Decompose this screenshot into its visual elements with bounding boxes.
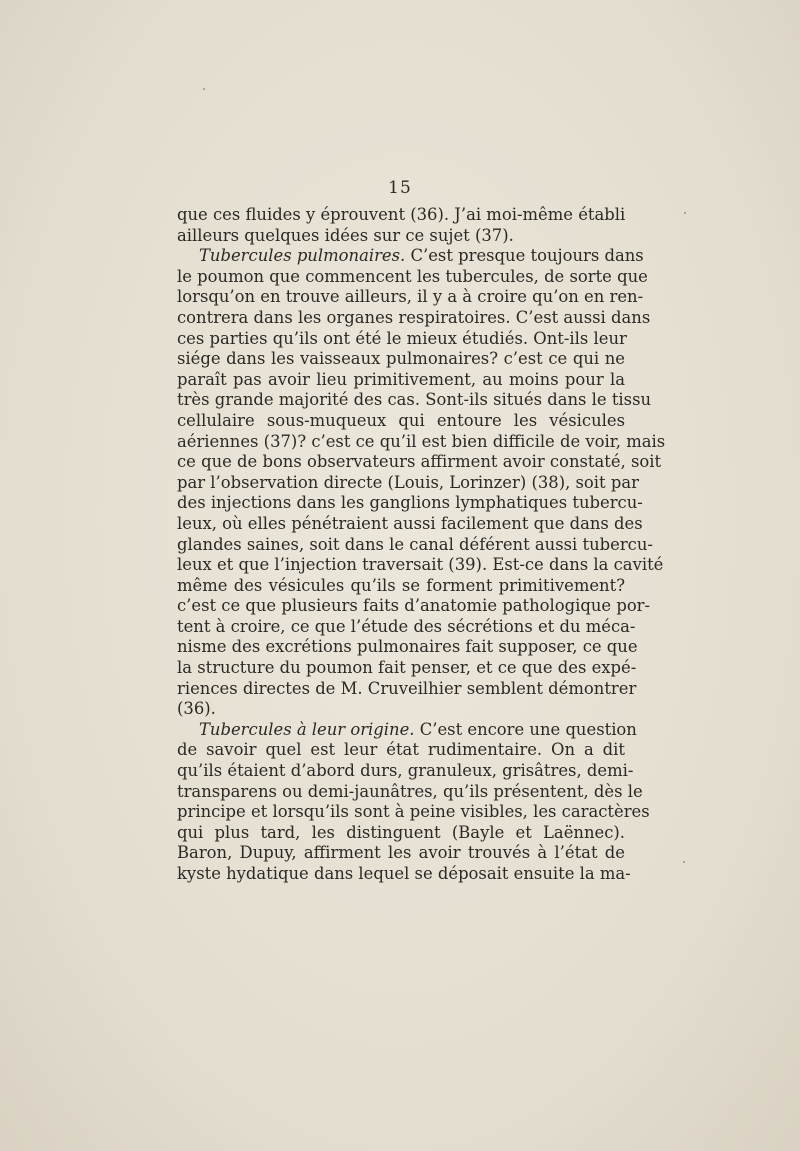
line-text: même des vésicules qu’ils se forment primitivement? (177, 575, 625, 595)
text-line (177, 596, 651, 617)
text-line (177, 246, 644, 267)
text-line (177, 226, 625, 247)
text-line (177, 555, 664, 576)
line-text: kyste hydatique dans lequel se déposait ensuite la ma- (177, 864, 631, 883)
text-line (177, 472, 639, 494)
line-text: C’est presque toujours dans (405, 246, 644, 266)
paper-speck (683, 861, 685, 863)
text-line (177, 781, 643, 803)
line-text: glandes saines, soit dans le canal déférent aussi tubercu- (177, 534, 653, 554)
text-line (177, 658, 637, 679)
text-line (177, 616, 636, 638)
line-text: Baron, Dupuy, affirment les avoir trouvés à l’état de (177, 843, 625, 863)
section-heading: Tubercules à leur origine. (199, 719, 415, 739)
line-text: de savoir quel est leur état rudimentaire. On a dit (177, 740, 625, 760)
page-number: 15 (388, 178, 412, 198)
body-text (177, 205, 666, 885)
line-text: ces parties qu’ils ont été le mieux étudiés. Ont-ils leur (177, 328, 627, 348)
line-text: leux, où elles pénétraient aussi facilement que dans des (177, 513, 643, 533)
text-line (177, 266, 648, 288)
line-text: qui plus tard, les distinguent (Bayle et Laënnec). (177, 822, 625, 842)
line-text: principe et lorsqu’ils sont à peine visibles, les caractères (177, 802, 650, 822)
line-text: C’est encore une question (414, 719, 637, 739)
line-text: très grande majorité des cas. Sont-ils situés dans le tissu (177, 390, 652, 410)
line-text: c’est ce que plusieurs faits d’anatomie pathologique por- (177, 596, 651, 616)
line-text: ce que de bons observateurs affirment avoir constaté, soit (177, 452, 662, 472)
text-line (177, 307, 651, 329)
line-text: qu’ils étaient d’abord durs, granuleux, grisâtres, demi- (177, 761, 634, 781)
text-line (177, 390, 652, 411)
line-text: siége dans les vaisseaux pulmonaires? c’est ce qui ne (177, 349, 625, 369)
line-text: (36). (177, 699, 216, 719)
text-line (177, 513, 643, 535)
text-line (177, 802, 650, 823)
text-line (177, 576, 625, 597)
line-text: des injections dans les ganglions lymphatiques tubercu- (177, 493, 643, 513)
text-line (177, 699, 625, 720)
line-text: la structure du poumon fait penser, et ce que des expé- (177, 658, 637, 678)
text-line (177, 761, 634, 782)
line-text: nisme des excrétions pulmonaires fait supposer, ce que (177, 637, 638, 657)
paper-speck (203, 88, 205, 90)
text-line (177, 370, 625, 391)
text-line (177, 823, 625, 844)
line-text: ailleurs quelques idées sur ce sujet (37). (177, 225, 514, 245)
line-text: paraît pas avoir lieu primitivement, au moins pour la (177, 369, 625, 389)
text-line (177, 205, 625, 226)
text-line (177, 287, 644, 308)
text-line (177, 637, 638, 658)
line-text: par l’observation directe (Louis, Lorinzer) (38), soit par (177, 472, 639, 492)
line-text: que ces fluides y éprouvent (36). J’ai moi-même établi (177, 205, 626, 224)
text-line (177, 431, 666, 453)
line-text: leux et que l’injection traversait (39). Est-ce dans la cavité (177, 555, 664, 575)
line-text: lorsqu’on en trouve ailleurs, il y a à croire qu’on en ren- (177, 287, 644, 307)
text-line (177, 411, 625, 432)
text-line (177, 678, 637, 700)
text-line (177, 349, 625, 370)
line-text: tent à croire, ce que l’étude des sécrétions et du méca- (177, 616, 636, 636)
text-line (177, 493, 643, 514)
text-line (177, 719, 637, 741)
line-text: cellulaire sous-muqueux qui entoure les vésicules (177, 410, 625, 430)
paper-speck (684, 212, 686, 214)
section-heading: Tubercules pulmonaires. (199, 246, 406, 266)
line-text: riences directes de M. Cruveilhier semblent démontrer (177, 678, 637, 698)
text-line (177, 864, 631, 885)
line-text: le poumon que commencent les tubercules, de sorte que (177, 266, 648, 286)
text-line (177, 843, 625, 864)
line-text: contrera dans les organes respiratoires. C’est aussi dans (177, 307, 651, 327)
line-text: aériennes (37)? c’est ce qu’il est bien difficile de voir, mais (177, 431, 666, 451)
line-text: transparens ou demi-jaunâtres, qu’ils présentent, dès le (177, 781, 643, 801)
text-line (177, 452, 662, 473)
text-line (177, 740, 625, 761)
text-line (177, 329, 625, 350)
text-line (177, 534, 653, 556)
